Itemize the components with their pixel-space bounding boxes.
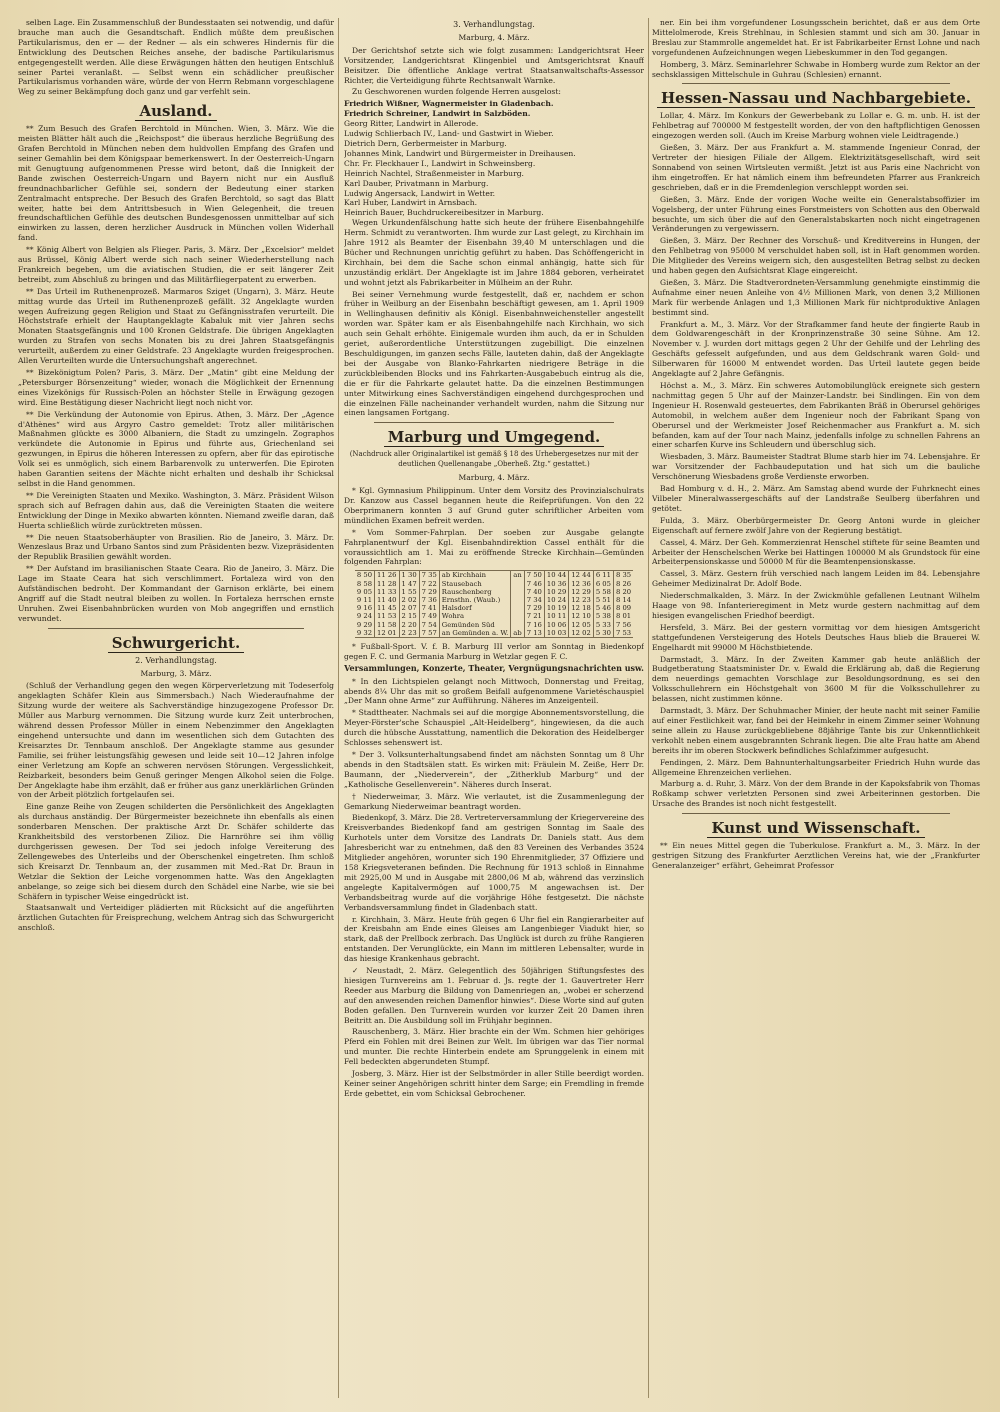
news-item: Frankfurt a. M., 3. März. Vor der Strafkammer fand heute der fingierte Raub in dem Goldwarengeschäft in der Kronprinzenstraße 30 seine Sühne. Am 12. November v. J. wurden dort mittags gegen 2 Uhr der Gehilfe und der Lehrling des Geschäfts gefesselt aufgefunden, und aus dem Geldschrank waren Gold- und Silberwaren für 16000 M entwendet worden. Das Urteil lautete gegen beide Angeklagte auf 2 Jahre Gefängnis.: [652, 319, 980, 379]
timetable-cell: 5 46: [593, 604, 613, 612]
news-item: ** Die neuen Staatsoberhäupter von Brasilien. Rio de Janeiro, 3. März. Dr. Wenzeslaus Braz und Urbano Santos sind zum Präsidenten bezw. Vizepräsidenten der Republik Brasilien gewählt worden.: [18, 532, 334, 562]
news-item: Gießen, 3. März. Die Stadtverordneten-Versammlung genehmigte einstimmig die Aufnahme einer neuen Anleihe von 4½ Millionen Mark, von denen 3,2 Millionen Mark für werbende Anlagen und 1,3 Millionen Mark für nichtproduktive Anlagen bestimmt sind.: [652, 277, 980, 317]
article-text: selben Lage. Ein Zusammenschluß der Bundesstaaten sei notwendig, und dafür brauche man auch die Gesandtschaft. Endlich müßte dem preußischen Partikularismus, den er — der Redner — als ein schweres Hindernis für die Entwicklung des Deutschen Reiches ansehe, der badische Partikularismus entgegengestellt werden. Alle diese Erwägungen hätten den heutigen Entschluß seiner Partei veranlaßt. — Selbst wenn ein schädlicher preußischer Partikularismus vorhanden wäre, würde der von Herrn Rebmann vorgeschlagene Weg zu seiner Bekämpfung doch ganz und gar verfehlt sein.: [18, 18, 334, 97]
timetable-cell: 12 36: [569, 580, 593, 588]
timetable-cell: 10 06: [544, 621, 568, 629]
divider: [374, 422, 614, 423]
timetable-cell: [511, 612, 524, 620]
section-heading-marburg: Marburg und Umgegend.: [344, 429, 644, 446]
subheading: 2. Verhandlungstag.: [135, 655, 217, 665]
timetable-cell: 8 26: [613, 580, 633, 588]
column-left: [18, 18, 334, 1398]
timetable-cell: 10 11: [544, 612, 568, 620]
timetable-cell: 1 47: [399, 580, 419, 588]
news-item: ** Ein neues Mittel gegen die Tuberkulose. Frankfurt a. M., 3. März. In der gestrigen Sitzung des Frankfurter Aerztlichen Vereins hat, wie der „Frankfurter Generalanzeiger“ erfährt, Geheimrat Professor: [652, 841, 980, 870]
timetable-cell: 11 45: [375, 604, 399, 612]
timetable-cell: 10 24: [544, 596, 568, 604]
timetable-cell: 5 51: [593, 596, 613, 604]
subheading: 3. Verhandlungstag.: [453, 20, 535, 29]
timetable-cell: 7 46: [524, 580, 544, 588]
timetable-cell: 9 24: [356, 612, 373, 621]
news-item: Hersfeld, 3. März. Bei der gestern vormittag vor dem hiesigen Amtsgericht stattgefundenen Versteigerung des Hotels Deutsches Haus blieb die Brauerei W. Engelhardt mit 99000 M Höchstbietende.: [652, 622, 980, 652]
timetable-cell: 8 14: [613, 596, 633, 604]
column-middle: [344, 18, 644, 1398]
subheading: Versammlungen, Konzerte, Theater, Vergnügungsnachrichten usw.: [344, 662, 644, 673]
timetable-cell: 12 23: [569, 596, 593, 604]
timetable-cell: 10 03: [544, 629, 568, 638]
timetable-cell: 8 09: [613, 604, 633, 612]
news-item: * Fußball-Sport. V. f. B. Marburg III verlor am Sonntag in Biedenkopf gegen F. C. und Germania Marburg in Wetzlar gegen F. C.: [344, 641, 644, 661]
juror-name: Friedrich Wißner, Wagnermeister in Gladenbach.: [344, 99, 554, 109]
timetable-cell: [511, 580, 524, 588]
news-item: ** Bizekönigtum Polen? Paris, 3. März. Der „Matin“ gibt eine Meldung der „Petersburger Börsenzeitung“ wieder, wonach die Möglichkeit der Ernennung eines Vizekönigs für Russisch-Polen an höchster Stelle in Erwägung gezogen wird. Eine Bestätigung dieser Nachricht liegt noch nicht vor.: [18, 368, 334, 407]
news-item: Biedenkopf, 3. März. Die 28. Vertreterversammlung der Kriegervereine des Kreisverbandes Biedenkopf fand am gestrigen Sonntag im Saale des Kurhotels unter dem Vorsitze des Landrats Dr. Daniels statt. Aus dem Jahresbericht war zu entnehmen, daß den 83 Vereinen des Verbandes 3524 Mitglieder angehören, worunter sich 190 Ehrenmitglieder, 37 Offiziere und 158 Kriegsveteranen befinden. Die Rechnung für 1913 schloß in Einnahme mit 2925,00 M und in Ausgabe mit 2800,06 M ab, während das verzinslich angelegte Kapitalvermögen auf 1000,75 M angewachsen ist. Der Verbandsbeitrag wurde auf die vorjährige Höhe festgesetzt. Die nächste Verbandsversammlung findet in Gladenbach statt.: [344, 813, 644, 912]
juror-name: Karl Dauber, Privatmann in Marburg.: [344, 178, 489, 188]
news-item: ** Zum Besuch des Grafen Berchtold in München. Wien, 3. März. Wie die meisten Blätter hält auch die „Reichspost“ die überaus herzliche Begrüßung des Grafen Berchtold in München neben dem huldvollen Empfang des Grafen und seiner Gemahlin bei dem Königspaar bemerkenswert. In der Oesterreich-Ungarn mit Genugtuung aufgenommenen Presse wird betont, daß die Innigkeit der Bande zwischen Oesterreich-Ungarn und Bayern nicht nur ein Ausfluß freundnachbarlicher Gefühle sei, sondern der Bedeutung einer starken Zentralmacht entspreche. Der Besuch des Grafen Berchtold, so sagt das Blatt weiter, hatte bei dem Antrittsbesuch in Wien Gelegenheit, die treuen freundschaftlichen Gefühle des deutschen Bundesgenossen unmittelbar auf sich einwirken zu lassen, deren herzlicher Ausdruck in München vollen Widerhall fand.: [18, 124, 334, 243]
timetable-cell: 7 41: [419, 604, 439, 612]
section-heading-kunst: Kunst und Wissenschaft.: [652, 820, 980, 837]
timetable-cell: 1 55: [399, 588, 419, 596]
timetable-cell: ab: [511, 629, 524, 638]
timetable-cell: [511, 588, 524, 596]
timetable-cell: 12 01: [375, 629, 399, 638]
news-item: * Vom Sommer-Fahrplan. Der soeben zur Ausgabe gelangte Fahrplanentwurf der Kgl. Eisenbahndirektion Cassel enthält für die voraussichtlich am 1. Mai zu eröffnende Strecke Kirchhain—Gemünden folgenden Fahrplan:: [344, 527, 644, 567]
timetable-cell: 7 57: [419, 629, 439, 638]
timetable-row: [355, 604, 633, 612]
timetable-cell: 7 36: [419, 596, 439, 604]
news-item: Höchst a. M., 3. März. Ein schweres Automobilunglück ereignete sich gestern nachmittag gegen 5 Uhr auf der Mainzer-Landstr. bei Sindlingen. Ein von dem Ingenieur H. Rosenwald gesteuertes, dem Fabrikanten Bräß in Oberursel gehöriges Automobil, in welchem außer dem Ingenieur noch der Fabrikant Spang von Oberursel und der Werkmeister Josef Reichenmacher aus Frankfurt a. M. sich befanden, kam auf der Tour nach Mainz, jedenfalls infolge zu schnellen Fahrens an einer scharfen Kurve ins Schleudern und überschlug sich.: [652, 381, 980, 450]
news-item: Fulda, 3. März. Oberbürgermeister Dr. Georg Antoni wurde in gleicher Eigenschaft auf fernere zwölf Jahre von der Regierung bestätigt.: [652, 515, 980, 535]
news-item: Darmstadt, 3. März. Der Schuhmacher Minier, der heute nacht mit seiner Familie auf einer Festlichkeit war, fand bei der Heimkehr in einem Zimmer seiner Wohnung seine allein zu Hause zurückgebliebene 88jährige Tante bis zur Unkenntlichkeit verkohlt neben einem ausgebrannten Schrank liegen. Die alte Frau hatte am Abend bereits ihr im oberen Stockwerk befindliches Schlafzimmer aufgesucht.: [652, 706, 980, 755]
timetable-cell: an: [511, 571, 524, 580]
timetable-row: [355, 580, 633, 588]
column-rule: [648, 18, 649, 1398]
article-text: (Schluß der Verhandlung gegen den wegen Körperverletzung mit Todeserfolg angeklagten Schäfer Klein aus Simmersbach.) Nach Wiederaufnahme der Sitzung wurde der weitere als Sachverständige hinzugezogene Professor Dr. Müller aus Marburg vernommen. Die Sitzung wurde kurz Zeit unterbrochen, während dessen Professor Müller in einem Nebenzimmer den Angeklagten eingehend untersuchte und dann im wesentlichen sich dem Gutachten des Kreisarztes Dr. Tennbaum anschloß. Der Angeklagte stamme aus gesunder Familie, sei früher leistungsfähig gewesen und leide seit 10—12 Jahren infolge einer Verletzung am Kopfe an schweren nervösen Störungen. Vergesslichkeit, Reizbarkeit, besonders beim Genuß geringer Mengen Alkohol seien die Folge. Der Angeklagte habe ihm erzählt, daß er früher aus ganz unerklärlichen Gründen von der Arbeit plötzlich fortgelaufen sei.: [18, 681, 334, 800]
timetable-cell: 10 36: [544, 580, 568, 588]
news-item: Homberg, 3. März. Seminarlehrer Schwabe in Homberg wurde zum Rektor an der sechsklassigen Mittelschule in Guhrau (Schlesien) ernannt.: [652, 59, 980, 79]
timetable-cell: 5 58: [593, 588, 613, 596]
timetable-cell: 8 50: [355, 571, 375, 580]
timetable-cell: 7 50: [524, 571, 544, 580]
article-text: Bei seiner Vernehmung wurde festgestellt, daß er, nachdem er schon früher in Weilburg an der Eisenbahn beschäftigt gewesen, am 1. April 1909 in Wellinghausen definitiv als Königl. Eisenbahnweichensteller angestellt worden war. Später kam er als Eisenbahngehilfe nach Kirchhain, wo sich auch sein Gehalt erhöhte. Einigemale wurden ihm auch, da er in Schulden geriet, außerordentliche Unterstützungen zugebilligt. Die einzelnen Beschuldigungen, im ganzen sechs Fälle, lauteten dahin, daß der Angeklagte bei der Ausgabe von Blanko-Fahrkarten niedrigere Beträge in die zurückbleibenden Blocks und ins Fahrkarten-Ausgabebuch eintrug als die, die er für die Fahrkarte gelautet hatte. Da die einzelnen Bestimmungen unter Mitwirkung eines Sachverständigen eingehend durchgesprochen und die einzelnen Fälle nacheinander verhandelt wurden, nahm die Sitzung nur einen langsamen Fortgang.: [344, 289, 644, 418]
timetable-cell: 11 33: [375, 588, 399, 596]
timetable-cell: 7 21: [524, 612, 544, 620]
timetable-cell: 9 05: [356, 587, 373, 596]
timetable-cell: [511, 604, 524, 612]
news-item: r. Kirchhain, 3. März. Heute früh gegen 6 Uhr fiel ein Rangierarbeiter auf der Kreisbahn am Ende eines Gleises am Langenbieger Viadukt hier, so stark, daß der Prellbock zerbrach. Das Unglück ist durch zu frühe Rangieren entstanden. Der Verunglückte, ein Mann im mittleren Lebensalter, wurde in das hiesige Krankenhaus gebracht.: [344, 914, 644, 964]
section-heading-ausland: Ausland.: [18, 103, 334, 120]
article-text: ner. Ein bei ihm vorgefundener Losungsschein berichtet, daß er aus dem Orte Mittelolmerode, Kreis Strehlnau, in Schlesien stammt und sich am 30. Januar in Breslau zur Stammrolle angemeldet hat. Er ist Fabrikarbeiter Ernst Lohne und nach vorgefundenen Aufzeichnungen wegen Liebeskummer in den Tod gegangen.: [652, 18, 980, 57]
news-item: ** Die Vereinigten Staaten und Mexiko. Washington, 3. März. Präsident Wilson sprach sich auf Befragen dahin aus, daß die Vereinigten Staaten die weitere Entwicklung der Dinge in Mexiko abwarten könnten. Niemand zweifle daran, daß Huerta schließlich würde zurücktreten müssen.: [18, 490, 334, 530]
timetable-cell: 7 29: [419, 588, 439, 596]
article-text: Staatsanwalt und Verteidiger plädierten mit Rücksicht auf die angeführten ärztlichen Gutachten für Freisprechung, welchem Antrag sich das Schwurgericht anschloß.: [18, 903, 334, 933]
news-item: * Stadttheater. Nachmals sei auf die morgige Abonnementsvorstellung, die Meyer-Förster'sche Schauspiel „Alt-Heidelberg“, hingewiesen, da die auch durch die hübsche Ausstattung, namentlich die Dekoration des Heidelberger Schlosses sehenswert ist.: [344, 708, 644, 748]
news-item: Gießen, 3. März. Ende der vorigen Woche weilte ein Generalstabsoffizier im Vogelsberg, der unter Führung eines Forstmeisters von Schotten aus den Oberwald besuchte, um sich über die auf den Generalstabskarten noch nicht eingetragenen Veränderungen zu vergewissern.: [652, 194, 980, 234]
timetable-cell: 7 54: [419, 621, 439, 629]
timetable-cell: 2 02: [399, 596, 419, 604]
timetable-cell: 7 40: [524, 588, 544, 596]
timetable-cell: 2 20: [399, 621, 419, 629]
dateline: Marburg, 4. März.: [458, 32, 530, 42]
section-heading-hessen: Hessen-Nassau und Nachbargebiete.: [652, 90, 980, 107]
timetable-cell: 10 29: [544, 588, 568, 596]
column-rule: [338, 18, 339, 1398]
timetable-cell: 7 56: [613, 621, 633, 629]
news-item: Cassel, 4. März. Der Geh. Kommerzienrat Henschel stiftete für seine Beamten und Arbeiter der Henschelschen Werke bei Hattingen 100000 M als Grundstock für eine Arbeiterpensionskasse und 50000 M für die Beamtenpensionskasse.: [652, 537, 980, 567]
timetable-cell: 2 07: [399, 604, 419, 612]
timetable-cell: 6 11: [593, 571, 613, 580]
news-item: Rauschenberg, 3. März. Hier brachte ein der Wm. Schmen hier gehöriges Pferd ein Fohlen mit drei Beinen zur Welt. Im übrigen war das Tier normal und munter. Die rechte Hinterbein endete am Sprunggelenk in einem mit Fell bedeckten abgerundeten Stumpf.: [344, 1027, 644, 1067]
juror-name: Heinrich Nachtel, Straßenmeister in Marburg.: [344, 168, 524, 178]
news-item: Niederschmalkalden, 3. März. In der Zwickmühle gefallenen Leutnant Wilhelm Haage von 98. Infanterieregiment in Metz wurde gestern nachmittag auf dem hiesigen evangelischen Friedhof beerdigt.: [652, 591, 980, 620]
timetable-row: [355, 596, 633, 604]
timetable-row: [355, 629, 633, 638]
timetable-cell: 8 20: [613, 588, 633, 596]
news-item: Josberg, 3. März. Hier ist der Selbstmörder in aller Stille beerdigt worden. Keiner seiner Angehörigen schritt hinter dem Sarge; ein Fremdling in fremde Erde gebettet, ein vom Schicksal Gebrochener.: [344, 1069, 644, 1098]
timetable-cell: 11 53: [375, 612, 399, 620]
timetable: [355, 570, 633, 638]
timetable-cell: 7 34: [524, 596, 544, 604]
timetable-cell: 7 29: [524, 604, 544, 612]
timetable-cell: 8 58: [356, 579, 373, 588]
news-item: * In den Lichtspielen gelangt noch Mittwoch, Donnerstag und Freitag, abends 8¼ Uhr das mit so großem Beifall aufgenommene Varietéschauspiel „Der Mann ohne Arme“ zur Aufführung. Näheres im Anzeigenteil.: [344, 676, 644, 706]
divider: [48, 628, 304, 629]
divider: [682, 83, 950, 84]
article-text: Wegen Urkundenfälschung hatte sich heute der frühere Eisenbahngehilfe Herm. Schmidt zu verantworten. Ihm wurde zur Last gelegt, zu Kirchhain im Jahre 1912 als Beamter der Eisenbahn 39,40 M unterschlagen und die Bücher und Rechnungen unrichtig geführt zu haben. Das Schöffengericht in Kirchhain, bei dem die Sache schon einmal anhängig, hatte sich für unzuständig erklärt. Der Angeklagte ist im Jahre 1884 geboren, verheiratet und wohnt jetzt als Fabrikarbeiter in Mülheim an der Ruhr.: [344, 218, 644, 287]
timetable-cell: 7 53: [613, 629, 633, 638]
timetable-cell: 12 10: [569, 612, 593, 620]
news-item: † Niederweimar, 3. März. Wie verlautet, ist die Zusammenlegung der Gemarkung Niederweimar beantragt worden.: [344, 791, 644, 811]
news-item: Cassel, 3. März. Gestern früh verschied nach langem Leiden im 84. Lebensjahre Geheimer Medizinalrat Dr. Adolf Bode.: [652, 569, 980, 589]
timetable-cell: 8 01: [613, 612, 633, 620]
timetable-row: [355, 612, 633, 620]
divider: [682, 813, 950, 814]
timetable-cell: 9 11: [356, 595, 373, 604]
timetable-cell: an Gemünden a. W.: [439, 629, 511, 638]
section-heading-schwurgericht: Schwurgericht.: [18, 635, 334, 652]
timetable-cell: Stausebach: [439, 580, 511, 588]
timetable-cell: 12 05: [569, 621, 593, 629]
timetable-cell: 8 35: [613, 571, 633, 580]
juror-name: Ludwig Schlierbach IV., Land- und Gastwirt in Wieber.: [344, 129, 554, 139]
timetable-cell: 6 05: [593, 580, 613, 588]
dateline: Marburg, 4. März.: [458, 473, 530, 483]
timetable-cell: Rauschenberg: [439, 588, 511, 596]
timetable-cell: 7 35: [419, 571, 439, 580]
timetable-cell: 1 30: [399, 571, 419, 580]
juror-name: Heinrich Bauer, Buchdruckereibesitzer in Marburg.: [344, 208, 544, 218]
timetable-cell: 10 19: [544, 604, 568, 612]
timetable-cell: 5 38: [593, 612, 613, 620]
timetable-cell: 11 40: [375, 596, 399, 604]
news-item: Gießen, 3. März. Der aus Frankfurt a. M. stammende Ingenieur Conrad, der Vertreter der hiesigen Filiale der Allgem. Elektrizitätsgesellschaft, wird seit Sonnabend von seinen Wirtsleuten vermißt. Jetzt ist aus Paris eine Nachricht von ihm eingetroffen. Er hat nämlich einem ihm befreundeten Pfarrer aus Frankreich geschrieben, daß er in die Fremdenlegion verschleppt worden sei.: [652, 143, 980, 192]
timetable-row: [355, 571, 633, 580]
timetable-cell: 9 32: [355, 629, 375, 638]
timetable-cell: Halsdorf: [439, 604, 511, 612]
juror-name: Friedrich Schreiner, Landwirt in Salzböden.: [344, 109, 531, 119]
news-item: Bad Homburg v. d. H., 2. März. Am Samstag abend wurde der Fuhrknecht eines Vilbeler Mineralwassergeschäfts auf der Landstraße Seulberg überfahren und getötet.: [652, 484, 980, 513]
news-item: Darmstadt, 3. März. In der Zweiten Kammer gab heute anläßlich der Budgetberatung Staatsminister Dr. v. Ewald die Erklärung ab, daß die Regierung dem neuerdings gemachten Vorschlage zur Besoldungsordnung, es sei den Volksschullehrern ein Höchstgehalt von 3600 M für die Volksschullehrer zu belassen, nicht zustimmen könne.: [652, 654, 980, 704]
news-item: ✓ Neustadt, 2. März. Gelegentlich des 50jährigen Stiftungsfestes des hiesigen Turnvereins am 1. Februar d. Js. regte der 1. Gauvertreter Herr Reeder aus Marburg die Bildung von Damenriegen an, „wobei er scherzend auf den anwesenden reichen Damenflor hinwies“. Diese Worte sind auf guten Boden gefallen. Den Turnverein wurden vor kurzer Zeit 20 Damen ihren Beitritt an. Die Ausbildung soll im Frühjahr beginnen.: [344, 966, 644, 1025]
news-item: ** Die Verkündung der Autonomie von Epirus. Athen, 3. März. Der „Agence d'Athènes“ wird aus Argyro Castro gemeldet: Trotz aller militärischen Maßnahmen glückte es 3000 Albaniern, die Stadt zu umzingeln. Zographos verkündete die Autonomie in Epirus und führte aus, Griechenland sei gezwungen, in Epirus die höheren Interessen zu opfern, aber für das epirotische Volk sei es unmöglich, sich einem Barbarenvolk zu unterwerfen. Die Epiroten haben Garantien seitens der Mächte nicht erhalten und deshalb ihr Schicksal selbst in die Hand genommen.: [18, 409, 334, 488]
news-item: ** Das Urteil im Ruthenenprozeß. Marmaros Sziget (Ungarn), 3. März. Heute mittag wurde das Urteil im Ruthenenprozeß gefällt. 32 Angeklagte wurden wegen Aufreizung gegen Religion und Staat zu Gefängnisstrafen verurteilt. Die Höchststrafe erhielt der Hauptangeklagte Kabaluk mit vier Jahren sechs Monaten Staatsgefängnis und 100 Kronen Geldstrafe. Die übrigen Angeklagten wurden zu Strafen von sechs Monaten bis zu drei Jahren Staatsgefängnis verurteilt, außerdem zu einer Geldstrafe. 23 Angeklagte wurden freigesprochen. Allen Verurteilten wurde die Untersuchungshaft angerechnet.: [18, 286, 334, 366]
article-text: Zu Geschworenen wurden folgende Herren ausgelost:: [352, 87, 561, 97]
dateline: Marburg, 3. März.: [140, 668, 212, 678]
news-item: * Der 3. Volksunterhaltungsabend findet am nächsten Sonntag um 8 Uhr abends in den Stadtsälen statt. Es wirken mit: Fräulein M. Zeiße, Herr Dr. Baumann, der „Niederverein“, der „Zitherklub Marburg“ und der „Katholische Gesellenverein“. Näheres durch Inserat.: [344, 750, 644, 789]
timetable-cell: Wohra: [439, 612, 511, 620]
timetable-cell: ab Kirchhain: [439, 571, 511, 580]
juror-name: Johannes Mink, Landwirt und Bürgermeister in Dreihausen.: [344, 148, 576, 158]
timetable-cell: 12 18: [569, 604, 593, 612]
timetable-cell: 7 22: [419, 580, 439, 588]
timetable-cell: 5 33: [593, 621, 613, 629]
timetable-cell: 12 29: [569, 588, 593, 596]
timetable-cell: 11 26: [375, 571, 399, 580]
timetable-cell: [511, 621, 524, 629]
article-text: Der Gerichtshof setzte sich wie folgt zusammen: Landgerichtsrat Heer Vorsitzender, Landgerichtsrat Klingenbiel und Amtsgerichtsrat Knauff Beisitzer. Die öffentliche Anklage vertrat Staatsanwaltschafts-Assessor Richter, die Verteidigung führte Rechtsanwalt Warnke.: [344, 45, 644, 85]
timetable-cell: 10 44: [544, 571, 568, 580]
timetable-cell: 12 02: [569, 629, 593, 638]
timetable-cell: 2 15: [399, 612, 419, 620]
news-item: Lollar, 4. März. Im Konkurs der Gewerbebank zu Lollar e. G. m. unb. H. ist der Fehlbetrag auf 700000 M festgestellt worden, der von den haftpflichtigen Genossen eingezogen werden soll. (Auch im Kreise Marburg wohnen viele Leidtragende.): [652, 111, 980, 141]
juror-name: Ludwig Angersack, Landwirt in Wetter.: [344, 188, 496, 198]
timetable-cell: 12 44: [569, 571, 593, 580]
juror-name: Georg Ritter, Landwirt in Allerode.: [344, 119, 479, 129]
news-item: Marburg a. d. Ruhr, 3. März. Von der dem Brande in der Kapoksfabrik von Thomas Roßkamp schwer verletzten Personen sind zwei Arbeiterinnen gestorben. Die Ursache des Brandes ist noch nicht festgestellt.: [652, 779, 980, 809]
timetable-cell: 7 13: [524, 629, 544, 638]
timetable-cell: 11 58: [375, 621, 399, 629]
news-item: Gießen, 3. März. Der Rechner des Vorschuß- und Kreditvereins in Hungen, der den Fehlbetrag von 95000 M verschuldet haben soll, ist in Haft genommen worden. Die Mitglieder des Vereins weigern sich, den ausgestellten Betrag selbst zu decken und haben gegen den Aufsichtsrat Klage eingereicht.: [652, 236, 980, 276]
timetable-cell: 7 49: [419, 612, 439, 620]
news-item: ** König Albert von Belgien als Flieger. Paris, 3. März. Der „Excelsior“ meldet aus Brüssel, König Albert werde sich nach seiner Wiederherstellung nach Frankreich begeben, um die aviatischen Studien, die er seit längerer Zeit betreibt, zum Abschluß zu bringen und das Militärfliegerpatent zu erwerben.: [18, 245, 334, 284]
timetable-cell: 9 16: [356, 604, 373, 613]
juror-name: Karl Huber, Landwirt in Arnsbach.: [344, 198, 478, 208]
news-item: ** Der Aufstand im brasilianischen Staate Ceara. Rio de Janeiro, 3. März. Die Lage im Staate Ceara hat sich verschlimmert. Fortaleza wird von den Aufständischen bedroht. Der Kommandant der Garnison erklärte, bei einem Angriff auf die Stadt neutral bleiben zu wollen. In Fortaleza herrschen ernste Unruhen. Zwei Eisenbahnbrücken wurden von Mob angegriffen und ernstlich verwundet.: [18, 564, 334, 623]
column-right: [652, 18, 980, 1398]
article-text: Eine ganze Reihe von Zeugen schilderten die Persönlichkeit des Angeklagten als durchaus anständig. Der Bürgermeister bezeichnete ihn ebenfalls als einen sonderbaren Menschen. Der praktische Arzt Dr. Schäfer schilderte das Krankheitsbild des verstorbenen Zilioz. Die Harnröhre sei ihm völlig durchgerissen gewesen. Der Tod sei jedoch infolge Vereiterung des Zellengewebes des Unterleibs und der Oberschenkel eingetreten. Ihm schloß sich Kreisarzt Dr. Tennbaum an, der zusammen mit Med.-Rat Dr. Braun in Wetzlar die Sektion der Leiche vorgenommen hatte. Was den Angeklagten anbelange, so zeige sich bei diesem durch den Schädel eine Narbe, wie sie bei Schäfern in typischer Weise eingedrückt ist.: [18, 802, 334, 901]
timetable-cell: 11 28: [375, 580, 399, 588]
news-item: * Kgl. Gymnasium Philippinum. Unter dem Vorsitz des Provinzialschulrats Dr. Kanzow aus Cassel begannen heute die Reifeprüfungen. Von den 22 Oberprimanern konnten 3 auf Grund guter schriftlicher Arbeiten vom mündlichen Examen befreit werden.: [344, 486, 644, 525]
timetable-cell: Ernsthn. (Waub.): [439, 596, 511, 604]
reprint-notice: (Nachdruck aller Originalartikel ist gemäß § 18 des Urhebergesetzes nur mit der deutlichen Quellenangabe „Oberheß. Ztg.“ gestattet.): [349, 450, 639, 469]
news-item: Wiesbaden, 3. März. Baumeister Stadtrat Blume starb hier im 74. Lebensjahre. Er war Vorsitzender der Fachbaudeputation und hat sich um die bauliche Verschönerung Wiesbadens große Verdienste erworben.: [652, 452, 980, 482]
timetable-row: [355, 621, 633, 629]
juror-name: Dietrich Dern, Gerbermeister in Marburg.: [344, 138, 507, 148]
timetable-row: [355, 588, 633, 596]
news-item: Fendingen, 2. März. Dem Bahnunterhaltungsarbeiter Friedrich Huhn wurde das Allgemeine Ehrenzeichen verliehen.: [652, 757, 980, 777]
timetable-cell: [511, 596, 524, 604]
timetable-cell: 7 16: [524, 621, 544, 629]
timetable-cell: 2 23: [399, 629, 419, 638]
timetable-cell: 9 29: [356, 620, 373, 629]
timetable-cell: Gemünden Süd: [439, 621, 511, 629]
juror-name: Chr. Fr. Fleckhauer I., Landwirt in Schweinsberg.: [344, 158, 536, 168]
timetable-cell: 5 30: [593, 629, 613, 638]
